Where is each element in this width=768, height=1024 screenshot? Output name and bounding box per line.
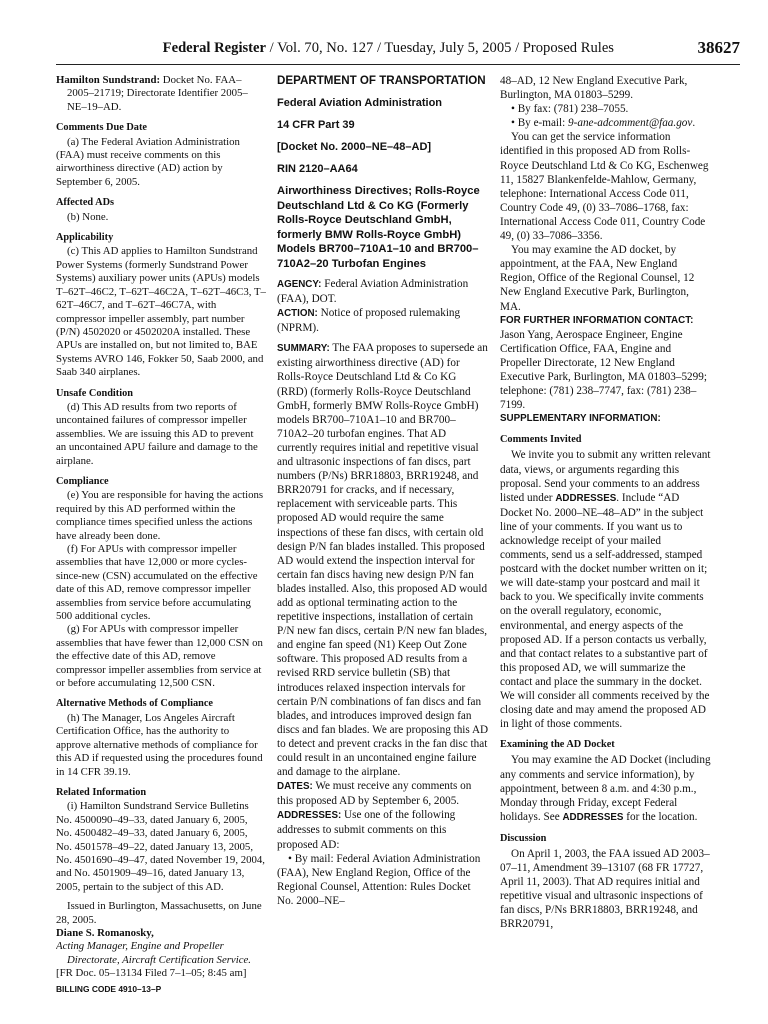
further-info-text: Jason Yang, Aerospace Engineer, Engine Certification Office, FAA, Engine and Propeller Directorate, 12 New England Executive Park, Burlington, MA 01803–5299; telephone: (781) 238–7747, fax: (781) 238–7199. <box>500 328 707 412</box>
para-alternative-methods: (h) The Manager, Los Angeles Aircraft Certification Office, has the authority to approve alternative methods of compliance for this AD if requested using the procedures found in 14 CFR 39.19. <box>56 711 263 778</box>
header-rule <box>56 64 740 65</box>
agency-heading: Federal Aviation Administration <box>277 97 443 110</box>
cfr-part: 14 CFR Part 39 <box>277 119 355 132</box>
heading-compliance: Compliance <box>56 475 109 487</box>
heading-alternative-methods: Alternative Methods of Compliance <box>56 698 214 710</box>
bullet-fax: • By fax: (781) 238–7055. <box>511 103 629 116</box>
examining-text-1: You may examine the AD Docket (including any comments and service information), by appointment, between 8 a.m. and 4:30 p.m., Monday through Friday, except Federal holidays. See <box>500 754 711 823</box>
addresses-text: Use one of the following addresses to submit comments on this proposed AD: <box>277 809 456 851</box>
dates-label: DATES: <box>277 781 313 793</box>
email-period: . <box>692 117 696 130</box>
mail-address-continued: 48–AD, 12 New England Executive Park, Burlington, MA 01803–5299. <box>500 75 688 102</box>
hamilton-name: Hamilton Sundstrand: <box>56 74 161 86</box>
rin-number: RIN 2120–AA64 <box>277 163 358 176</box>
examining-addresses-ref: ADDRESSES <box>562 811 624 823</box>
para-applicability: (c) This AD applies to Hamilton Sundstrand Power Systems (formerly Sundstrand Power Systems) auxiliary power units (APUs) models T–62T–46C2, T–62T–46C2A, T–62T–46C3, T–62T–46C7, and T–62T–46C7A, with compressor impeller assembly, part number (P/N) 4502020 or 4502020A installed. These APUs are installed on, but not limited to, BAE Systems AVRO 146, Fokker 50, Saab 2000, and Saab 340 airplanes. <box>56 245 266 379</box>
email-label: • By e-mail: <box>511 117 569 130</box>
agency-line <box>277 277 489 306</box>
para-discussion: On April 1, 2003, the FAA issued AD 2003–07–11, Amendment 39–13107 (68 FR 17727, April 11, 2003). That AD requires initial and repetitive visual and ultrasonic inspections of fan discs, P/Ns BRR18803, BRR19248, and BRR20791, <box>500 847 710 931</box>
para-comments-invited <box>500 448 712 731</box>
department-heading: DEPARTMENT OF TRANSPORTATION <box>277 74 486 87</box>
heading-discussion: Discussion <box>500 832 547 844</box>
para-examining-docket <box>500 753 712 824</box>
column-middle <box>277 74 489 908</box>
comments-text-1: We invite you to submit any written relevant data, views, or arguments regarding this proposal. Send your comments to an address listed under <box>500 449 711 504</box>
page-header <box>56 38 740 62</box>
rule-title: Airworthiness Directives; Rolls-Royce Deutschland Ltd & Co KG (Formerly Rolls-Royce Deutschland GmbH, formerly BMW Rolls-Royce GmbH) Models BR700–710A1–10 and BR700–710A2–20 Turbofan Engines <box>277 185 480 270</box>
column-left <box>56 74 266 996</box>
hamilton-docket: Docket No. FAA–2005–21719; Directorate Identifier 2005–NE–19–AD. <box>67 74 248 113</box>
running-head <box>163 40 614 57</box>
heading-comments-due: Comments Due Date <box>56 122 147 134</box>
addresses-para <box>277 808 489 851</box>
summary-text: The FAA proposes to supersede an existing airworthiness directive (AD) for Rolls-Royce Deutschland Ltd & Co KG (RRD) (formerly Rolls-Royce Deutschland GmbH, formerly BMW Rolls-Royce GmbH) models BR700–710A1–10 and BR700–710A2–20 turbofan engines. That AD currently requires initial and repetitive visual and ultrasonic inspections of fan discs, part numbers (P/Ns) BRR18803, BRR19248, and BRR20791 for cracks, and if necessary, replacement with serviceable parts. This proposed AD would require the same inspections of these fan discs, with certain old design P/N fan blades installed. This proposed AD would extend the inspection interval for certain fan discs having new design P/N fan blades installed. Also, this proposed AD would add as optional terminating action to the repetitive inspections, installation of certain P/N new fan discs, certain P/N new fan blades, and engine fan speed (N1) Keep Out Zone software. This proposed AD results from a revised RRD service bulletin (SB) that introduces relaxed inspection intervals for certain P/N combinations of fan discs and fan blades, and introduces improved design fan discs and fan blades. We are proposing this AD to detect and prevent cracks in the fan disc that could result in an uncontained engine failure and damage to the airplane. <box>277 342 489 779</box>
heading-affected-ads: Affected ADs <box>56 197 115 209</box>
heading-comments-invited: Comments Invited <box>500 434 582 446</box>
column-right <box>500 74 712 932</box>
para-issued: Issued in Burlington, Massachusetts, on June 28, 2005. <box>56 900 262 926</box>
para-related-information: (i) Hamilton Sundstrand Service Bulletins No. 4500090–49–33, dated January 6, 2005, No. 4500482–49–33, dated January 6, 2005, No. 4501578–49–22, dated January 13, 2005, No. 4501690–49–47, dated November 19, 2004, and No. 4501909–49–16, dated January 13, 2005, pertain to the subject of this AD. <box>56 800 266 893</box>
bullet-email-line <box>500 116 712 130</box>
para-comments-due: (a) The Federal Aviation Administration (FAA) must receive comments on this airworthiness directive (AD) action by September 6, 2005. <box>56 135 240 188</box>
action-text: Notice of proposed rulemaking (NPRM). <box>277 307 461 335</box>
fr-doc-line: [FR Doc. 05–13134 Filed 7–1–05; 8:45 am] <box>56 967 247 980</box>
agency-text: Federal Aviation Administration (FAA), DOT. <box>277 277 469 305</box>
action-line <box>277 306 489 335</box>
docket-number: [Docket No. 2000–NE–48–AD] <box>277 141 432 154</box>
bullet-mail: • By mail: Federal Aviation Administration (FAA), New England Region, Office of the Regional Counsel, Attention: Rules Docket No. 2000–NE– <box>277 852 481 907</box>
dates-text: We must receive any comments on this proposed AD by September 6, 2005. <box>277 780 472 808</box>
supplementary-info-label: SUPPLEMENTARY INFORMATION: <box>500 413 661 425</box>
para-compliance-f: (f) For APUs with compressor impeller assemblies that have 12,000 or more cycles-since-new (CSN) accumulated on the effective date of this AD, remove compressor impeller assemblies from service before accumulating 500 additional cycles. <box>56 543 258 623</box>
heading-examining-docket: Examining the AD Docket <box>500 739 615 751</box>
examining-text-2: for the location. <box>623 810 698 823</box>
para-unsafe-condition: (d) This AD results from two reports of uncontained failures of compressor impeller assemblies. We are issuing this AD to prevent an uncontained APU failure and damage to the airplane. <box>56 400 258 467</box>
summary-para <box>277 341 489 779</box>
publication-name: Federal Register <box>162 40 266 56</box>
heading-applicability: Applicability <box>56 232 114 244</box>
para-compliance-g: (g) For APUs with compressor impeller assemblies that have fewer than 12,000 CSN on the effective date of this AD, remove compressor impeller assemblies from service at or before accumulating 12,500 CSN. <box>56 623 263 690</box>
heading-related-information: Related Information <box>56 786 147 798</box>
billing-code: BILLING CODE 4910–13–P <box>56 983 162 994</box>
signer-title: Acting Manager, Engine and Propeller Directorate, Aircraft Certification Service. <box>56 940 252 966</box>
hamilton-docket-line <box>56 74 266 114</box>
email-address-link[interactable]: 9-ane-adcomment@faa.gov <box>568 117 693 130</box>
heading-unsafe-condition: Unsafe Condition <box>56 387 133 399</box>
further-info-label: FOR FURTHER INFORMATION CONTACT: <box>500 314 694 326</box>
para-service-info: You can get the service information identified in this proposed AD from Rolls-Royce Deutschland Ltd & Co KG, Eschenweg 11, 15827 Blankenfelde-Mahlow, Germany, telephone: International Access Code 011, Country Code 49, (0) 33–7086–1768, fax: International Access Code 011, Country Code 49, (0) 33–7086–3356. <box>500 131 709 243</box>
para-compliance-e: (e) You are responsible for having the actions required by this AD performed within the compliance times specified unless the actions have already been done. <box>56 489 264 542</box>
page-number: 38627 <box>697 38 740 57</box>
para-examine-docket: You may examine the AD docket, by appointment, at the FAA, New England Region, Office of the Regional Counsel, 12 New England Executive Park, Burlington, MA. <box>500 244 695 313</box>
comments-addresses-ref: ADDRESSES <box>555 492 617 504</box>
para-affected-ads: (b) None. <box>67 210 109 223</box>
agency-label: AGENCY: <box>277 278 322 290</box>
dates-para <box>277 779 489 808</box>
addresses-label: ADDRESSES: <box>277 810 342 822</box>
action-label: ACTION: <box>277 308 318 320</box>
signer-name: Diane S. Romanosky, <box>56 926 154 939</box>
issue-citation: / Vol. 70, No. 127 / Tuesday, July 5, 2005 / Proposed Rules <box>266 40 614 56</box>
comments-text-2: . Include “AD Docket No. 2000–NE–48–AD” in the subject line of your comments. If you want us to acknowledge receipt of your mailed comments, send us a self-addressed, stamped postcard with the docket number written on it; we will date-stamp your postcard and mail it back to you. We specifically invite comments on the overall regulatory, economic, environmental, and energy aspects of the proposed AD. If a person contacts us verbally, and that contact relates to a substantive part of this proposed AD, we will summarize the contact and place the summary in the docket. We will consider all comments received by the closing date and may amend the proposed AD in light of those comments. <box>500 491 710 731</box>
summary-label: SUMMARY: <box>277 343 330 355</box>
